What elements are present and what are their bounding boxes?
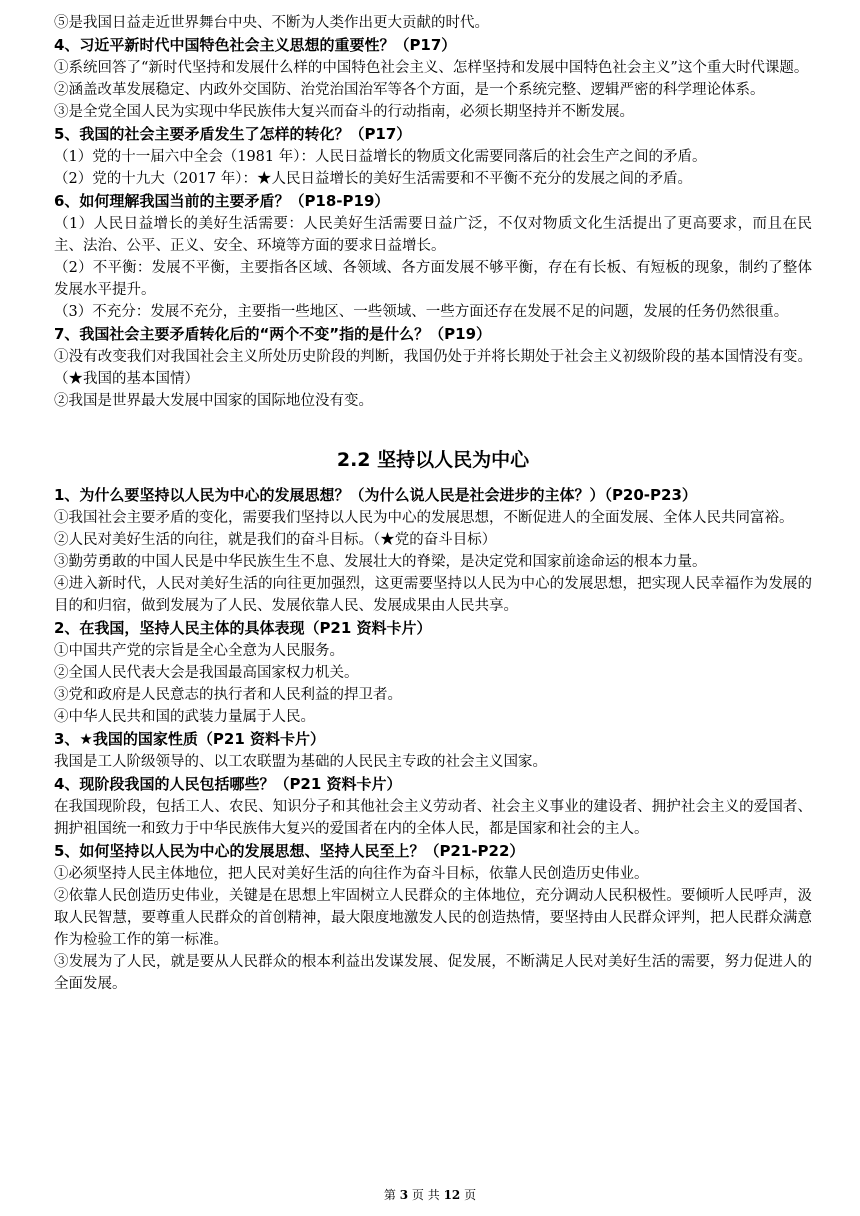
question-heading: 2、在我国，坚持人民主体的具体表现（P21 资料卡片） [54,619,432,637]
paragraph: ⑤是我国日益走近世界舞台中央、不断为人类作出更大贡献的时代。 [54,15,489,31]
paragraph: ①系统回答了“新时代坚持和发展什么样的中国特色社会主义、怎样坚持和发展中国特色社会主义”这个重大时代课题。 [54,60,809,76]
question-heading: 6、如何理解我国当前的主要矛盾？（P18-P19） [54,192,390,210]
paragraph: ④进入新时代，人民对美好生活的向往更加强烈，这更需要坚持以人民为中心的发展思想，把实现人民幸福作为发展的目的和归宿，做到发展为了人民、发展依靠人民、发展成果由人民共享。 [54,576,812,614]
question-heading: 3、★我国的国家性质（P21 资料卡片） [54,730,325,748]
footer-middle: 页 共 [411,1188,440,1202]
section-title: 2.2 坚持以人民为中心 [336,449,530,471]
paragraph: ④中华人民共和国的武装力量属于人民。 [54,709,315,725]
paragraph: 我国是工人阶级领导的、以工农联盟为基础的人民民主专政的社会主义国家。 [54,754,547,770]
footer-prefix: 第 [383,1188,396,1202]
paragraph: （3）不充分：发展不充分，主要指一些地区、一些领域、一些方面还存在发展不足的问题，发展的任务仍然很重。 [54,304,789,320]
paragraph: ②我国是世界最大发展中国家的国际地位没有变。 [54,393,373,409]
paragraph: ①必须坚持人民主体地位，把人民对美好生活的向往作为奋斗目标，依靠人民创造历史伟业。 [54,866,649,882]
question-heading: 5、我国的社会主要矛盾发生了怎样的转化？（P17） [54,125,412,143]
page-content [54,12,812,995]
paragraph: ③发展为了人民，就是要从人民群众的根本利益出发谋发展、促发展，不断满足人民对美好生活的需要，努力促进人的全面发展。 [54,954,812,992]
paragraph: ③勤劳勇敢的中国人民是中华民族生生不息、发展壮大的脊梁，是决定党和国家前途命运的根本力量。 [54,554,707,570]
paragraph: ①没有改变我们对我国社会主义所处历史阶段的判断，我国仍处于并将长期处于社会主义初级阶段的基本国情没有变。（★我国的基本国情） [54,349,812,387]
paragraph: （1）人民日益增长的美好生活需要：人民美好生活需要日益广泛，不仅对物质文化生活提出了更高要求，而且在民主、法治、公平、正义、安全、环境等方面的要求日益增长。 [54,216,812,254]
paragraph: （1）党的十一届六中全会（1981 年）：人民日益增长的物质文化需要同落后的社会生产之间的矛盾。 [54,149,707,165]
question-heading: 7、我国社会主要矛盾转化后的“两个不变”指的是什么？（P19） [54,325,492,343]
paragraph: ②依靠人民创造历史伟业，关键是在思想上牢固树立人民群众的主体地位，充分调动人民积极性。要倾听人民呼声，汲取人民智慧，要尊重人民群众的首创精神，最大限度地激发人民的创造热情，要坚持由人民群众评判，把人民群众满意作为检验工作的第一标准。 [54,888,812,948]
paragraph: （2）党的十九大（2017 年）：★人民日益增长的美好生活需要和不平衡不充分的发展之间的矛盾。 [54,171,692,187]
paragraph: ③是全党全国人民为实现中华民族伟大复兴而奋斗的行动指南，必须长期坚持并不断发展。 [54,104,634,120]
paragraph: ②全国人民代表大会是我国最高国家权力机关。 [54,665,359,681]
paragraph: ③党和政府是人民意志的执行者和人民利益的捍卫者。 [54,687,402,703]
page-number: 3 [399,1188,409,1202]
paragraph: ②涵盖改革发展稳定、内政外交国防、治党治国治军等各个方面，是一个系统完整、逻辑严密的科学理论体系。 [54,82,765,98]
paragraph: ②人民对美好生活的向往，就是我们的奋斗目标。（★党的奋斗目标） [54,532,497,548]
paragraph: ①中国共产党的宗旨是全心全意为人民服务。 [54,643,344,659]
question-heading: 5、如何坚持以人民为中心的发展思想、坚持人民至上？（P21-P22） [54,842,525,860]
paragraph: 在我国现阶段，包括工人、农民、知识分子和其他社会主义劳动者、社会主义事业的建设者、拥护社会主义的爱国者、拥护祖国统一和致力于中华民族伟大复兴的爱国者在内的全体人民，都是国家和社会的主人。 [54,799,812,837]
paragraph: （2）不平衡：发展不平衡，主要指各区域、各领域、各方面发展不够平衡，存在有长板、有短板的现象，制约了整体发展水平提升。 [54,260,812,298]
question-heading: 1、为什么要坚持以人民为中心的发展思想？（为什么说人民是社会进步的主体？）（P20-P23） [54,486,697,504]
question-heading: 4、现阶段我国的人民包括哪些？（P21 资料卡片） [54,775,402,793]
paragraph: ①我国社会主要矛盾的变化，需要我们坚持以人民为中心的发展思想，不断促进人的全面发展、全体人民共同富裕。 [54,510,794,526]
page-footer [0,1186,860,1203]
question-heading: 4、习近平新时代中国特色社会主义思想的重要性？（P17） [54,36,457,54]
footer-suffix: 页 [464,1188,477,1202]
total-pages: 12 [443,1188,461,1202]
